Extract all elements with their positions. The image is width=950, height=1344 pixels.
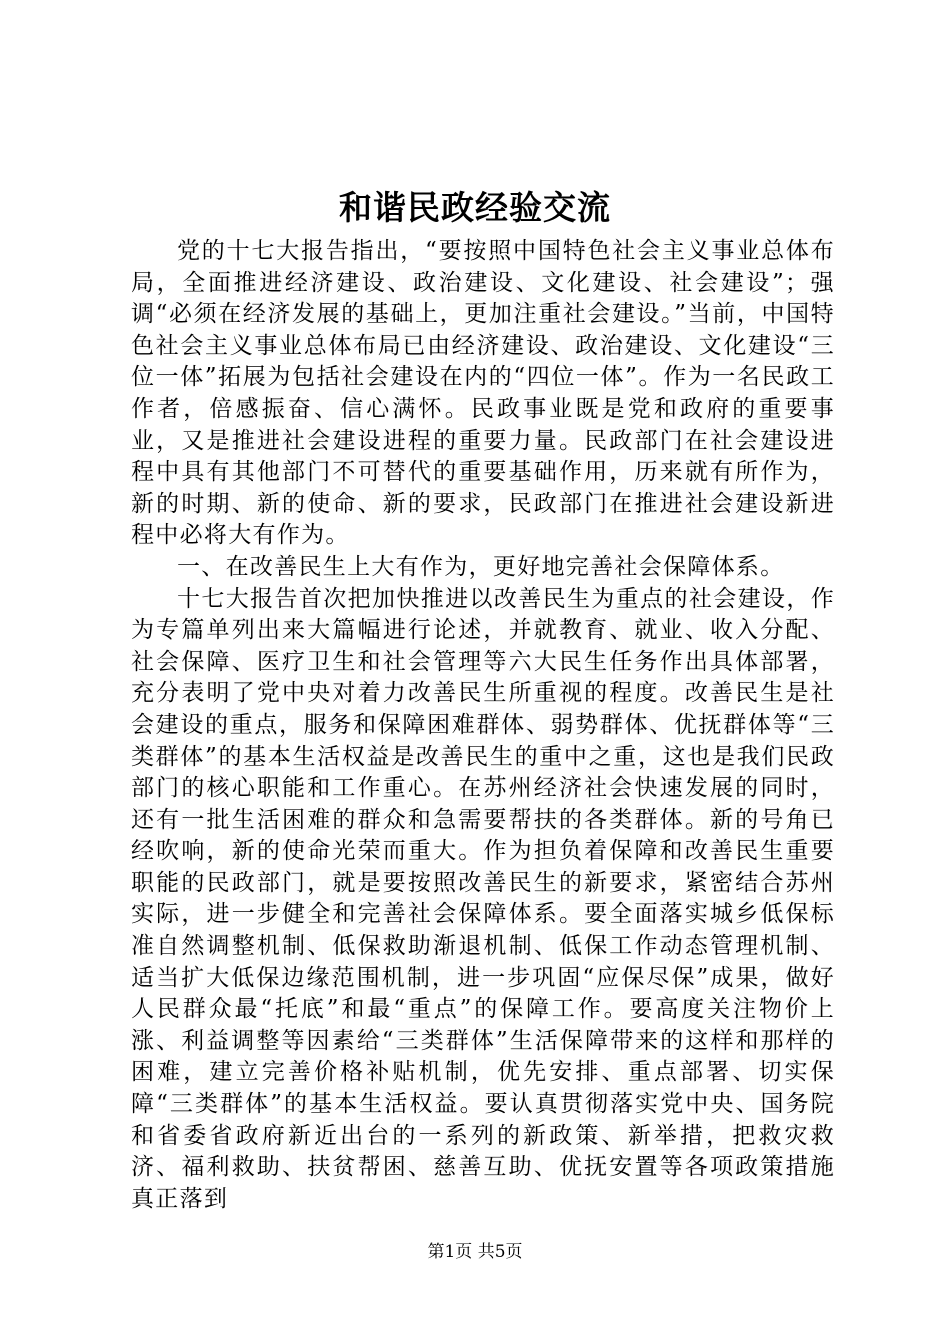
paragraph-intro: 党的十七大报告指出，“要按照中国特色社会主义事业总体布局，全面推进经济建设、政治建设、文化建设、社会建设”；强调“必须在经济发展的基础上，更加注重社会建设。”当前，中国特色社会主义事业总体布局已由经济建设、政治建设、文化建设“三位一体”拓展为包括社会建设在内的“四位一体”。作为一名民政工作者，倍感振奋、信心满怀。民政事业既是党和政府的重要事业，又是推进社会建设进程的重要力量。民政部门在社会建设进程中具有其他部门不可替代的重要基础作用，历来就有所作为，新的时期、新的使命、新的要求，民政部门在推进社会建设新进程中必将大有作为。 bbox=[131, 238, 835, 549]
section-heading-1: 一、在改善民生上大有作为，更好地完善社会保障体系。 bbox=[177, 553, 785, 580]
page-number-footer: 第1页 共5页 bbox=[427, 1242, 523, 1262]
document-title: 和谐民政经验交流 bbox=[339, 188, 611, 227]
document-body bbox=[131, 236, 835, 1215]
paragraph-section-1: 十七大报告首次把加快推进以改善民生为重点的社会建设，作为专篇单列出来大篇幅进行论述，并就教育、就业、收入分配、社会保障、医疗卫生和社会管理等六大民生任务作出具体部署，充分表明了党中央对着力改善民生所重视的程度。改善民生是社会建设的重点，服务和保障困难群体、弱势群体、优抚群体等“三类群体”的基本生活权益是改善民生的重中之重，这也是我们民政部门的核心职能和工作重心。在苏州经济社会快速发展的同时，还有一批生活困难的群众和急需要帮扶的各类群体。新的号角已经吹响，新的使命光荣而重大。作为担负着保障和改善民生重要职能的民政部门，就是要按照改善民生的新要求，紧密结合苏州实际，进一步健全和完善社会保障体系。要全面落实城乡低保标准自然调整机制、低保救助渐退机制、低保工作动态管理机制、适当扩大低保边缘范围机制，进一步巩固“应保尽保”成果，做好人民群众最“托底”和最“重点”的保障工作。要高度关注物价上涨、利益调整等因素给“三类群体”生活保障带来的这样和那样的困难，建立完善价格补贴机制，优先安排、重点部署、切实保障“三类群体”的基本生活权益。要认真贯彻落实党中央、国务院和省委省政府新近出台的一系列的新政策、新举措，把救灾救济、福利救助、扶贫帮困、慈善互助、优抚安置等各项政策措施真正落到 bbox=[131, 585, 835, 1212]
